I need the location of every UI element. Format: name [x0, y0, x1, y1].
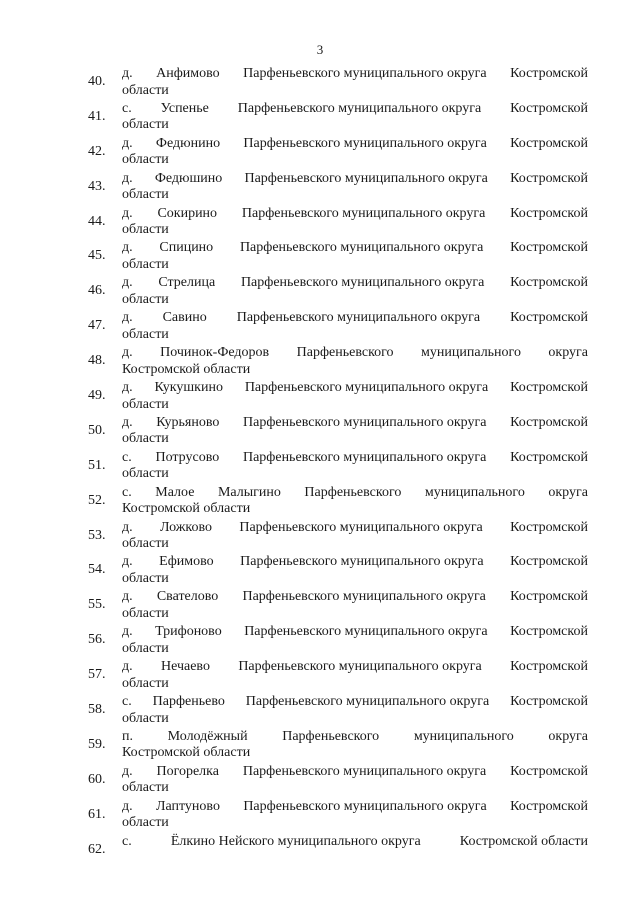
item-text: [122, 206, 588, 241]
item-first-line: [122, 624, 588, 641]
item-word: Костромской: [510, 798, 588, 814]
item-word: д.: [122, 659, 133, 675]
item-word: Лаптуново: [155, 798, 220, 814]
item-continuation-line: области: [122, 117, 169, 133]
item-word: Костромской: [510, 414, 588, 430]
item-word: д.: [122, 798, 133, 814]
item-word: округа: [548, 345, 588, 361]
item-number: 49.: [88, 388, 106, 404]
item-word: Успенье: [160, 100, 209, 116]
list-item: [88, 485, 588, 520]
list-item: [88, 659, 588, 694]
list-item: [88, 729, 588, 764]
item-word: Парфеньевского муниципального округа: [240, 275, 485, 291]
item-word: с.: [122, 694, 132, 710]
item-word: Федюшино: [154, 170, 223, 186]
item-text: [122, 834, 588, 869]
item-text: [122, 764, 588, 799]
item-first-line: [122, 310, 588, 327]
item-word: Костромской: [510, 554, 588, 570]
item-first-line: [122, 485, 588, 502]
item-word: Парфеньевского муниципального округа: [243, 135, 487, 151]
item-first-line: [122, 589, 588, 606]
item-number: 54.: [88, 562, 106, 578]
item-word: Потрусово: [155, 449, 220, 465]
item-continuation-line: области: [122, 152, 169, 168]
item-first-line: [122, 554, 588, 571]
item-number: 45.: [88, 248, 106, 264]
item-number: 62.: [88, 841, 106, 857]
page-number: 3: [316, 42, 324, 57]
item-continuation-line: области: [122, 326, 169, 342]
item-text: [122, 310, 588, 345]
item-text: [122, 694, 588, 729]
item-continuation-line: области: [122, 396, 169, 412]
item-continuation-line: области: [122, 222, 169, 238]
item-word: Костромской: [510, 659, 588, 675]
list-item: [88, 345, 588, 380]
item-word: Костромской: [510, 519, 588, 535]
item-word: Погорелка: [156, 763, 219, 779]
item-continuation-line: Костромской области: [122, 361, 251, 377]
item-continuation-line: Костромской области: [122, 745, 251, 761]
item-word: Кукушкино: [154, 380, 223, 396]
item-word: Спицино: [159, 240, 214, 256]
item-first-line: [122, 206, 588, 223]
item-word: с.: [122, 484, 132, 500]
item-word: Ложково: [159, 519, 213, 535]
item-word: Парфеньевского муниципального округа: [242, 763, 487, 779]
item-number: 61.: [88, 806, 106, 822]
item-text: [122, 729, 588, 764]
list-item: [88, 799, 588, 834]
item-word: д.: [122, 589, 133, 605]
list-item: [88, 66, 588, 101]
item-number: 56.: [88, 632, 106, 648]
list-item: [88, 206, 588, 241]
item-number: 48.: [88, 353, 106, 369]
item-continuation-line: области: [122, 815, 169, 831]
item-word: п.: [122, 728, 133, 744]
item-number: 55.: [88, 597, 106, 613]
item-continuation-line: области: [122, 675, 169, 691]
item-first-line: [122, 101, 588, 118]
list-item: [88, 310, 588, 345]
item-word: д.: [122, 135, 133, 151]
item-word: Парфеньевского муниципального округа: [242, 449, 487, 465]
item-number: 57.: [88, 667, 106, 683]
item-word: Парфеньевского муниципального округа: [237, 100, 482, 116]
item-word: Костромской: [510, 240, 588, 256]
list-item: [88, 171, 588, 206]
item-word: Савино: [162, 310, 207, 326]
item-text: [122, 554, 588, 589]
item-first-line: [122, 415, 588, 432]
item-word: Костромской: [510, 205, 588, 221]
item-text: [122, 415, 588, 450]
item-text: [122, 659, 588, 694]
item-continuation-line: области: [122, 536, 169, 552]
item-word: Костромской: [510, 135, 588, 151]
item-word: Парфеньевского муниципального округа: [243, 798, 487, 814]
list-item: [88, 589, 588, 624]
item-word: Костромской: [510, 380, 588, 396]
item-number: 40.: [88, 74, 106, 89]
item-word: Костромской: [510, 624, 588, 640]
item-first-line: [122, 834, 588, 851]
item-text: [122, 345, 588, 380]
item-word: Ефимово: [159, 554, 214, 570]
item-number: 43.: [88, 178, 106, 194]
item-word: Костромской: [510, 449, 588, 465]
item-word: Починок-Федоров: [160, 345, 270, 361]
item-word: д.: [122, 240, 133, 256]
item-continuation-line: области: [122, 82, 169, 98]
item-first-line: [122, 240, 588, 257]
list-item: [88, 101, 588, 136]
item-text: [122, 171, 588, 206]
item-word: муниципального: [413, 728, 514, 744]
list-item: [88, 764, 588, 799]
list-item: [88, 415, 588, 450]
item-word: Трифоново: [155, 624, 222, 640]
list-item: [88, 136, 588, 171]
item-word: Парфеньевского муниципального округа: [243, 66, 487, 81]
item-word: Костромской: [510, 310, 588, 326]
item-word: Костромской: [510, 66, 588, 81]
item-number: 42.: [88, 143, 106, 159]
item-text: [122, 520, 588, 555]
item-continuation-line: области: [122, 466, 169, 482]
item-word: Ёлкино Нейского муниципального округа: [170, 833, 421, 849]
item-word: д.: [122, 414, 133, 430]
item-continuation-line: области: [122, 710, 169, 726]
item-word: д.: [122, 66, 133, 81]
list-item: [88, 624, 588, 659]
item-word: округа: [548, 484, 588, 500]
item-text: [122, 136, 588, 171]
item-number: 41.: [88, 108, 106, 124]
item-word: Костромской: [510, 170, 588, 186]
item-continuation-line: области: [122, 605, 169, 621]
item-text: [122, 589, 588, 624]
item-continuation-line: области: [122, 291, 169, 307]
item-number: 59.: [88, 736, 106, 752]
item-word: Костромской: [510, 275, 588, 291]
list-item: [88, 520, 588, 555]
item-word: д.: [122, 310, 133, 326]
item-first-line: [122, 450, 588, 467]
item-word: Костромской: [510, 763, 588, 779]
item-number: 53.: [88, 527, 106, 543]
item-continuation-line: области: [122, 780, 169, 796]
item-text: [122, 240, 588, 275]
item-word: д.: [122, 519, 133, 535]
item-word: д.: [122, 380, 133, 396]
item-number: 46.: [88, 283, 106, 299]
item-continuation-line: Костромской области: [122, 501, 251, 517]
item-word: Федюнино: [155, 135, 221, 151]
item-word: д.: [122, 763, 133, 779]
item-number: 44.: [88, 213, 106, 229]
item-word: д.: [122, 170, 133, 186]
item-word: Малое: [155, 484, 195, 500]
item-text: [122, 799, 588, 834]
item-word: Стрелица: [158, 275, 216, 291]
item-word: Парфеньевского муниципального округа: [238, 659, 482, 675]
item-first-line: [122, 275, 588, 292]
item-word: д.: [122, 275, 133, 291]
item-word: Парфеньевского муниципального округа: [236, 310, 481, 326]
item-first-line: [122, 380, 588, 397]
item-word: округа: [548, 728, 588, 744]
item-text: [122, 101, 588, 136]
item-word: д.: [122, 624, 133, 640]
item-text: [122, 380, 588, 415]
item-word: с.: [122, 449, 132, 465]
item-first-line: [122, 799, 588, 816]
settlement-list: [88, 66, 588, 868]
item-first-line: [122, 66, 588, 83]
item-first-line: [122, 694, 588, 711]
list-item: [88, 380, 588, 415]
item-word: муниципального: [424, 484, 525, 500]
item-word: Костромской: [510, 589, 588, 605]
item-continuation-line: области: [122, 640, 169, 656]
item-word: Парфеньевского муниципального округа: [242, 589, 486, 605]
item-number: 52.: [88, 492, 106, 508]
item-text: [122, 275, 588, 310]
item-continuation-line: области: [122, 187, 169, 203]
item-word: Парфеньево: [152, 694, 225, 710]
item-number: 51.: [88, 457, 106, 473]
item-word: Парфеньевского: [296, 345, 394, 361]
item-word: Парфеньевского муниципального округа: [239, 240, 484, 256]
item-word: Парфеньевского муниципального округа: [240, 554, 484, 570]
item-word: Парфеньевского: [304, 484, 402, 500]
item-continuation-line: области: [122, 431, 169, 447]
item-first-line: [122, 136, 588, 153]
item-word: Парфеньевского муниципального округа: [245, 694, 490, 710]
item-first-line: [122, 345, 588, 362]
item-text: [122, 485, 588, 520]
item-first-line: [122, 659, 588, 676]
item-text: [122, 66, 588, 101]
item-word: Анфимово: [156, 66, 220, 81]
item-word: Парфеньевского муниципального округа: [239, 519, 483, 535]
item-word: Курьяново: [156, 414, 220, 430]
item-number: 50.: [88, 422, 106, 438]
item-word: Нечаево: [160, 659, 210, 675]
item-word: Малыгино: [217, 484, 281, 500]
item-word: Парфеньевского муниципального округа: [244, 170, 488, 186]
item-first-line: [122, 520, 588, 537]
list-item: [88, 240, 588, 275]
item-word: Молодёжный: [167, 728, 248, 744]
item-word: Костромской области: [459, 833, 588, 849]
item-first-line: [122, 764, 588, 781]
item-word: д.: [122, 554, 133, 570]
item-word: Костромской: [510, 694, 588, 710]
item-continuation-line: области: [122, 256, 169, 272]
item-number: 58.: [88, 702, 106, 718]
item-word: с.: [122, 833, 132, 849]
item-word: Парфеньевского муниципального округа: [241, 205, 486, 221]
list-item: [88, 554, 588, 589]
list-item: [88, 450, 588, 485]
item-word: Парфеньевского муниципального округа: [244, 624, 488, 640]
item-number: 47.: [88, 318, 106, 334]
item-text: [122, 450, 588, 485]
item-text: [122, 624, 588, 659]
item-word: Парфеньевского: [282, 728, 380, 744]
item-word: д.: [122, 205, 133, 221]
item-word: д.: [122, 345, 133, 361]
item-word: с.: [122, 100, 132, 116]
item-word: Сокирино: [157, 205, 218, 221]
list-item: [88, 694, 588, 729]
item-word: Свателово: [156, 589, 219, 605]
item-first-line: [122, 171, 588, 188]
list-item: [88, 834, 588, 869]
item-word: Парфеньевского муниципального округа: [243, 414, 487, 430]
item-first-line: [122, 729, 588, 746]
list-item: [88, 275, 588, 310]
item-word: Парфеньевского муниципального округа: [244, 380, 489, 396]
item-word: муниципального: [421, 345, 521, 361]
item-continuation-line: области: [122, 570, 169, 586]
item-word: Костромской: [510, 100, 588, 116]
item-number: 60.: [88, 771, 106, 787]
